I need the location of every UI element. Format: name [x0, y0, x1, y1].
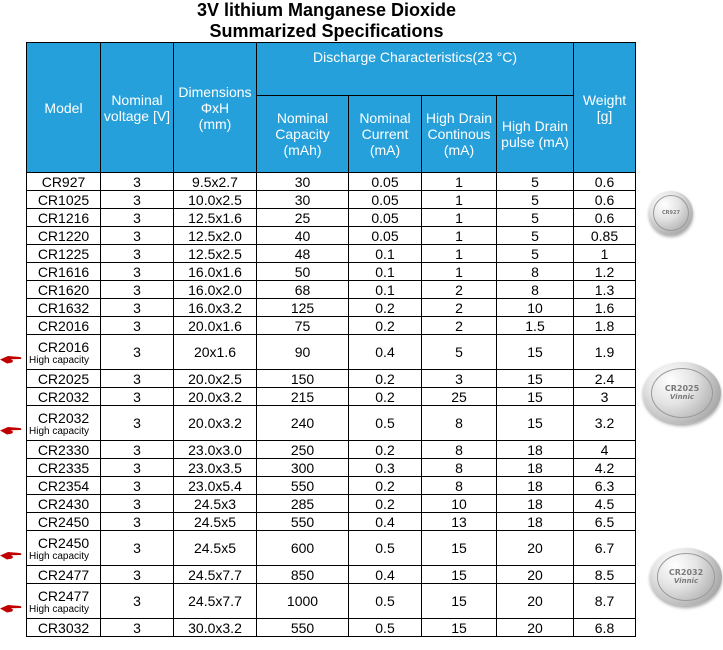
high-drain-pulse-cell: 20 — [497, 531, 574, 566]
capacity-cell: 285 — [257, 495, 349, 513]
voltage-cell: 3 — [101, 209, 174, 227]
model-cell — [27, 245, 101, 263]
dimensions-cell: 9.5x2.7 — [174, 173, 257, 191]
model-name: CR1025 — [37, 191, 90, 208]
header-weight: Weight [g] — [574, 43, 636, 173]
current-cell: 0.4 — [349, 566, 422, 584]
weight-cell: 3 — [574, 388, 636, 406]
voltage-cell: 3 — [101, 317, 174, 335]
table-row — [27, 317, 636, 335]
dimensions-cell: 12.5x2.5 — [174, 245, 257, 263]
high-drain-pulse-cell: 15 — [497, 406, 574, 441]
model-cell — [27, 191, 101, 209]
dimensions-cell: 23.0x5.4 — [174, 477, 257, 495]
dimensions-cell: 12.5x2.0 — [174, 227, 257, 245]
voltage-cell: 3 — [101, 566, 174, 584]
table-row — [27, 173, 636, 191]
dimensions-cell: 20.0x3.2 — [174, 388, 257, 406]
pointing-hand-icon — [0, 600, 22, 609]
model-variant: High capacity — [29, 425, 90, 437]
model-cell — [27, 335, 101, 370]
model-cell — [27, 459, 101, 477]
current-cell: 0.2 — [349, 370, 422, 388]
voltage-cell: 3 — [101, 406, 174, 441]
voltage-cell: 3 — [101, 335, 174, 370]
current-cell: 0.2 — [349, 317, 422, 335]
current-cell: 0.5 — [349, 406, 422, 441]
header-model: Model — [27, 43, 101, 173]
high-drain-cont-cell: 1 — [422, 263, 497, 281]
high-drain-pulse-cell: 1.5 — [497, 317, 574, 335]
model-name: CR2450 — [37, 513, 90, 530]
capacity-cell: 1000 — [257, 584, 349, 619]
high-drain-cont-cell: 3 — [422, 370, 497, 388]
model-variant: High capacity — [29, 603, 90, 615]
table-row — [27, 299, 636, 317]
table-row — [27, 335, 636, 370]
model-cell — [27, 441, 101, 459]
high-drain-pulse-cell: 8 — [497, 263, 574, 281]
model-name: CR2025 — [37, 370, 90, 387]
table-row — [27, 619, 636, 637]
dimensions-cell: 12.5x1.6 — [174, 209, 257, 227]
table-row — [27, 209, 636, 227]
table-row — [27, 388, 636, 406]
high-drain-pulse-cell: 8 — [497, 281, 574, 299]
capacity-cell: 30 — [257, 173, 349, 191]
current-cell: 0.1 — [349, 263, 422, 281]
voltage-cell: 3 — [101, 173, 174, 191]
current-cell: 0.1 — [349, 281, 422, 299]
dimensions-cell: 24.5x5 — [174, 513, 257, 531]
high-drain-cont-cell: 1 — [422, 191, 497, 209]
high-drain-pulse-cell: 15 — [497, 388, 574, 406]
capacity-cell: 125 — [257, 299, 349, 317]
capacity-cell: 48 — [257, 245, 349, 263]
high-drain-pulse-cell: 18 — [497, 459, 574, 477]
high-drain-pulse-cell: 15 — [497, 335, 574, 370]
header-high-drain-pulse: High Drain pulse (mA) — [497, 96, 574, 173]
coin-battery-medium-image — [643, 362, 721, 424]
capacity-cell: 150 — [257, 370, 349, 388]
current-cell: 0.2 — [349, 441, 422, 459]
high-drain-pulse-cell: 18 — [497, 495, 574, 513]
high-drain-pulse-cell: 15 — [497, 370, 574, 388]
capacity-cell: 240 — [257, 406, 349, 441]
capacity-cell: 550 — [257, 619, 349, 637]
dimensions-cell: 20.0x3.2 — [174, 406, 257, 441]
model-name: CR1616 — [37, 263, 90, 280]
model-name: CR2450 — [37, 534, 90, 551]
dimensions-cell: 10.0x2.5 — [174, 191, 257, 209]
coin-battery-large-brand: Vinnic — [673, 577, 699, 586]
capacity-cell: 550 — [257, 477, 349, 495]
weight-cell: 1.3 — [574, 281, 636, 299]
header-discharge-group: Discharge Characteristics(23 °C) — [257, 43, 574, 96]
header-high-drain-cont: High Drain Continous (mA) — [422, 96, 497, 173]
weight-cell: 6.7 — [574, 531, 636, 566]
pointing-hand-icon — [0, 547, 22, 556]
dimensions-cell: 24.5x5 — [174, 531, 257, 566]
table-row — [27, 370, 636, 388]
current-cell: 0.4 — [349, 513, 422, 531]
weight-cell: 1.6 — [574, 299, 636, 317]
high-drain-pulse-cell: 10 — [497, 299, 574, 317]
coin-battery-medium-brand: Vinnic — [669, 393, 695, 402]
weight-cell: 0.6 — [574, 209, 636, 227]
high-drain-cont-cell: 8 — [422, 477, 497, 495]
model-name: CR2330 — [37, 441, 90, 458]
voltage-cell: 3 — [101, 531, 174, 566]
table-row — [27, 441, 636, 459]
high-drain-cont-cell: 25 — [422, 388, 497, 406]
capacity-cell: 300 — [257, 459, 349, 477]
current-cell: 0.2 — [349, 495, 422, 513]
header-current: Nominal Current (mA) — [349, 96, 422, 173]
high-drain-pulse-cell: 5 — [497, 227, 574, 245]
table-row — [27, 406, 636, 441]
voltage-cell: 3 — [101, 477, 174, 495]
table-row — [27, 495, 636, 513]
capacity-cell: 50 — [257, 263, 349, 281]
model-cell — [27, 619, 101, 637]
table-row — [27, 191, 636, 209]
current-cell: 0.5 — [349, 584, 422, 619]
pointing-hand-icon — [0, 351, 22, 360]
capacity-cell: 25 — [257, 209, 349, 227]
dimensions-cell: 16.0x3.2 — [174, 299, 257, 317]
high-drain-cont-cell: 8 — [422, 406, 497, 441]
current-cell: 0.05 — [349, 227, 422, 245]
weight-cell: 0.6 — [574, 191, 636, 209]
model-cell — [27, 281, 101, 299]
model-name: CR2016 — [37, 338, 90, 355]
dimensions-cell: 16.0x1.6 — [174, 263, 257, 281]
voltage-cell: 3 — [101, 441, 174, 459]
model-cell — [27, 495, 101, 513]
model-name: CR1620 — [37, 281, 90, 298]
model-cell — [27, 227, 101, 245]
weight-cell: 4.5 — [574, 495, 636, 513]
weight-cell: 6.8 — [574, 619, 636, 637]
capacity-cell: 600 — [257, 531, 349, 566]
current-cell: 0.5 — [349, 619, 422, 637]
weight-cell: 8.7 — [574, 584, 636, 619]
voltage-cell: 3 — [101, 245, 174, 263]
capacity-cell: 68 — [257, 281, 349, 299]
high-drain-cont-cell: 2 — [422, 299, 497, 317]
voltage-cell: 3 — [101, 227, 174, 245]
model-cell — [27, 531, 101, 566]
high-drain-pulse-cell: 18 — [497, 513, 574, 531]
spec-table-body — [27, 173, 636, 637]
voltage-cell: 3 — [101, 191, 174, 209]
header-dimensions-line-2: ΦxH — [200, 99, 230, 116]
high-drain-cont-cell: 1 — [422, 209, 497, 227]
model-name: CR1225 — [37, 245, 90, 262]
capacity-cell: 850 — [257, 566, 349, 584]
weight-cell: 8.5 — [574, 566, 636, 584]
table-row — [27, 584, 636, 619]
model-name: CR1216 — [37, 209, 90, 226]
model-name: CR2032 — [37, 388, 90, 405]
weight-cell: 4.2 — [574, 459, 636, 477]
high-drain-cont-cell: 15 — [422, 566, 497, 584]
model-name: CR2477 — [37, 587, 90, 604]
dimensions-cell: 30.0x3.2 — [174, 619, 257, 637]
model-name: CR3032 — [37, 619, 90, 636]
high-drain-pulse-cell: 18 — [497, 477, 574, 495]
dimensions-cell: 24.5x7.7 — [174, 584, 257, 619]
high-drain-cont-cell: 5 — [422, 335, 497, 370]
header-dimensions-line-1: Dimensions — [178, 83, 252, 100]
weight-cell: 2.4 — [574, 370, 636, 388]
high-drain-cont-cell: 15 — [422, 619, 497, 637]
current-cell: 0.1 — [349, 245, 422, 263]
weight-cell: 1 — [574, 245, 636, 263]
high-drain-pulse-cell: 20 — [497, 584, 574, 619]
high-drain-cont-cell: 8 — [422, 459, 497, 477]
model-cell — [27, 299, 101, 317]
high-drain-pulse-cell: 18 — [497, 441, 574, 459]
dimensions-cell: 23.0x3.0 — [174, 441, 257, 459]
header-dimensions-line-3: (mm) — [198, 115, 232, 132]
capacity-cell: 75 — [257, 317, 349, 335]
coin-battery-large-face — [657, 553, 715, 600]
dimensions-cell: 20.0x1.6 — [174, 317, 257, 335]
model-name: CR2477 — [37, 566, 90, 583]
high-drain-cont-cell: 10 — [422, 495, 497, 513]
table-row — [27, 263, 636, 281]
weight-cell: 0.6 — [574, 173, 636, 191]
weight-cell: 4 — [574, 441, 636, 459]
coin-battery-small-image — [649, 191, 693, 235]
model-cell — [27, 317, 101, 335]
model-cell — [27, 209, 101, 227]
high-drain-pulse-cell: 5 — [497, 245, 574, 263]
current-cell: 0.05 — [349, 191, 422, 209]
high-drain-cont-cell: 1 — [422, 227, 497, 245]
voltage-cell: 3 — [101, 584, 174, 619]
table-row — [27, 513, 636, 531]
high-drain-cont-cell: 15 — [422, 584, 497, 619]
table-row — [27, 459, 636, 477]
capacity-cell: 40 — [257, 227, 349, 245]
weight-cell: 1.9 — [574, 335, 636, 370]
model-cell — [27, 513, 101, 531]
table-row — [27, 245, 636, 263]
model-name: CR927 — [41, 173, 86, 190]
high-drain-cont-cell: 8 — [422, 441, 497, 459]
dimensions-cell: 20.0x2.5 — [174, 370, 257, 388]
model-name: CR1220 — [37, 227, 90, 244]
model-cell — [27, 370, 101, 388]
coin-battery-large-image — [650, 548, 722, 606]
coin-battery-small-face — [653, 195, 689, 231]
high-drain-cont-cell: 2 — [422, 281, 497, 299]
dimensions-cell: 20x1.6 — [174, 335, 257, 370]
model-name: CR1632 — [37, 299, 90, 316]
model-name: CR2354 — [37, 477, 90, 494]
coin-battery-small-label: CR927 — [662, 210, 680, 216]
model-cell — [27, 388, 101, 406]
current-cell: 0.4 — [349, 335, 422, 370]
model-cell — [27, 477, 101, 495]
capacity-cell: 215 — [257, 388, 349, 406]
model-cell — [27, 173, 101, 191]
table-row — [27, 531, 636, 566]
weight-cell: 6.5 — [574, 513, 636, 531]
high-drain-cont-cell: 1 — [422, 245, 497, 263]
title-line-1: 3V lithium Manganese Dioxide — [196, 0, 457, 20]
title-line-2: Summarized Specifications — [209, 21, 444, 41]
table-row — [27, 227, 636, 245]
model-cell — [27, 263, 101, 281]
header-capacity: Nominal Capacity (mAh) — [257, 96, 349, 173]
voltage-cell: 3 — [101, 513, 174, 531]
model-variant: High capacity — [29, 354, 90, 366]
capacity-cell: 250 — [257, 441, 349, 459]
voltage-cell: 3 — [101, 495, 174, 513]
high-drain-pulse-cell: 5 — [497, 191, 574, 209]
high-drain-cont-cell: 2 — [422, 317, 497, 335]
voltage-cell: 3 — [101, 619, 174, 637]
capacity-cell: 30 — [257, 191, 349, 209]
voltage-cell: 3 — [101, 388, 174, 406]
model-cell — [27, 566, 101, 584]
model-cell — [27, 406, 101, 441]
weight-cell: 3.2 — [574, 406, 636, 441]
current-cell: 0.05 — [349, 173, 422, 191]
spec-table — [26, 42, 636, 637]
model-name: CR2016 — [37, 317, 90, 334]
high-drain-pulse-cell: 20 — [497, 619, 574, 637]
model-name: CR2430 — [37, 495, 90, 512]
voltage-cell: 3 — [101, 263, 174, 281]
pointing-hand-icon — [0, 422, 22, 431]
table-row — [27, 281, 636, 299]
capacity-cell: 90 — [257, 335, 349, 370]
dimensions-cell: 24.5x3 — [174, 495, 257, 513]
table-row — [27, 566, 636, 584]
table-row — [27, 477, 636, 495]
current-cell: 0.05 — [349, 209, 422, 227]
high-drain-cont-cell: 1 — [422, 173, 497, 191]
header-dimensions — [174, 43, 257, 173]
current-cell: 0.2 — [349, 388, 422, 406]
voltage-cell: 3 — [101, 281, 174, 299]
page-title — [26, 0, 627, 42]
weight-cell: 1.8 — [574, 317, 636, 335]
model-name: CR2032 — [37, 409, 90, 426]
current-cell: 0.2 — [349, 299, 422, 317]
current-cell: 0.2 — [349, 477, 422, 495]
dimensions-cell: 16.0x2.0 — [174, 281, 257, 299]
weight-cell: 0.85 — [574, 227, 636, 245]
coin-battery-large-label: CR2032 — [668, 568, 704, 578]
voltage-cell: 3 — [101, 370, 174, 388]
voltage-cell: 3 — [101, 299, 174, 317]
high-drain-pulse-cell: 20 — [497, 566, 574, 584]
voltage-cell: 3 — [101, 459, 174, 477]
model-name: CR2335 — [37, 459, 90, 476]
capacity-cell: 550 — [257, 513, 349, 531]
current-cell: 0.3 — [349, 459, 422, 477]
weight-cell: 6.3 — [574, 477, 636, 495]
high-drain-cont-cell: 13 — [422, 513, 497, 531]
coin-battery-medium-face — [651, 368, 714, 418]
weight-cell: 1.2 — [574, 263, 636, 281]
model-cell — [27, 584, 101, 619]
high-drain-pulse-cell: 5 — [497, 209, 574, 227]
model-variant: High capacity — [29, 550, 90, 562]
current-cell: 0.5 — [349, 531, 422, 566]
header-voltage: Nominal voltage [V] — [101, 43, 174, 173]
coin-battery-medium-label: CR2025 — [664, 384, 700, 394]
dimensions-cell: 24.5x7.7 — [174, 566, 257, 584]
high-drain-cont-cell: 15 — [422, 531, 497, 566]
high-drain-pulse-cell: 5 — [497, 173, 574, 191]
dimensions-cell: 23.0x3.5 — [174, 459, 257, 477]
